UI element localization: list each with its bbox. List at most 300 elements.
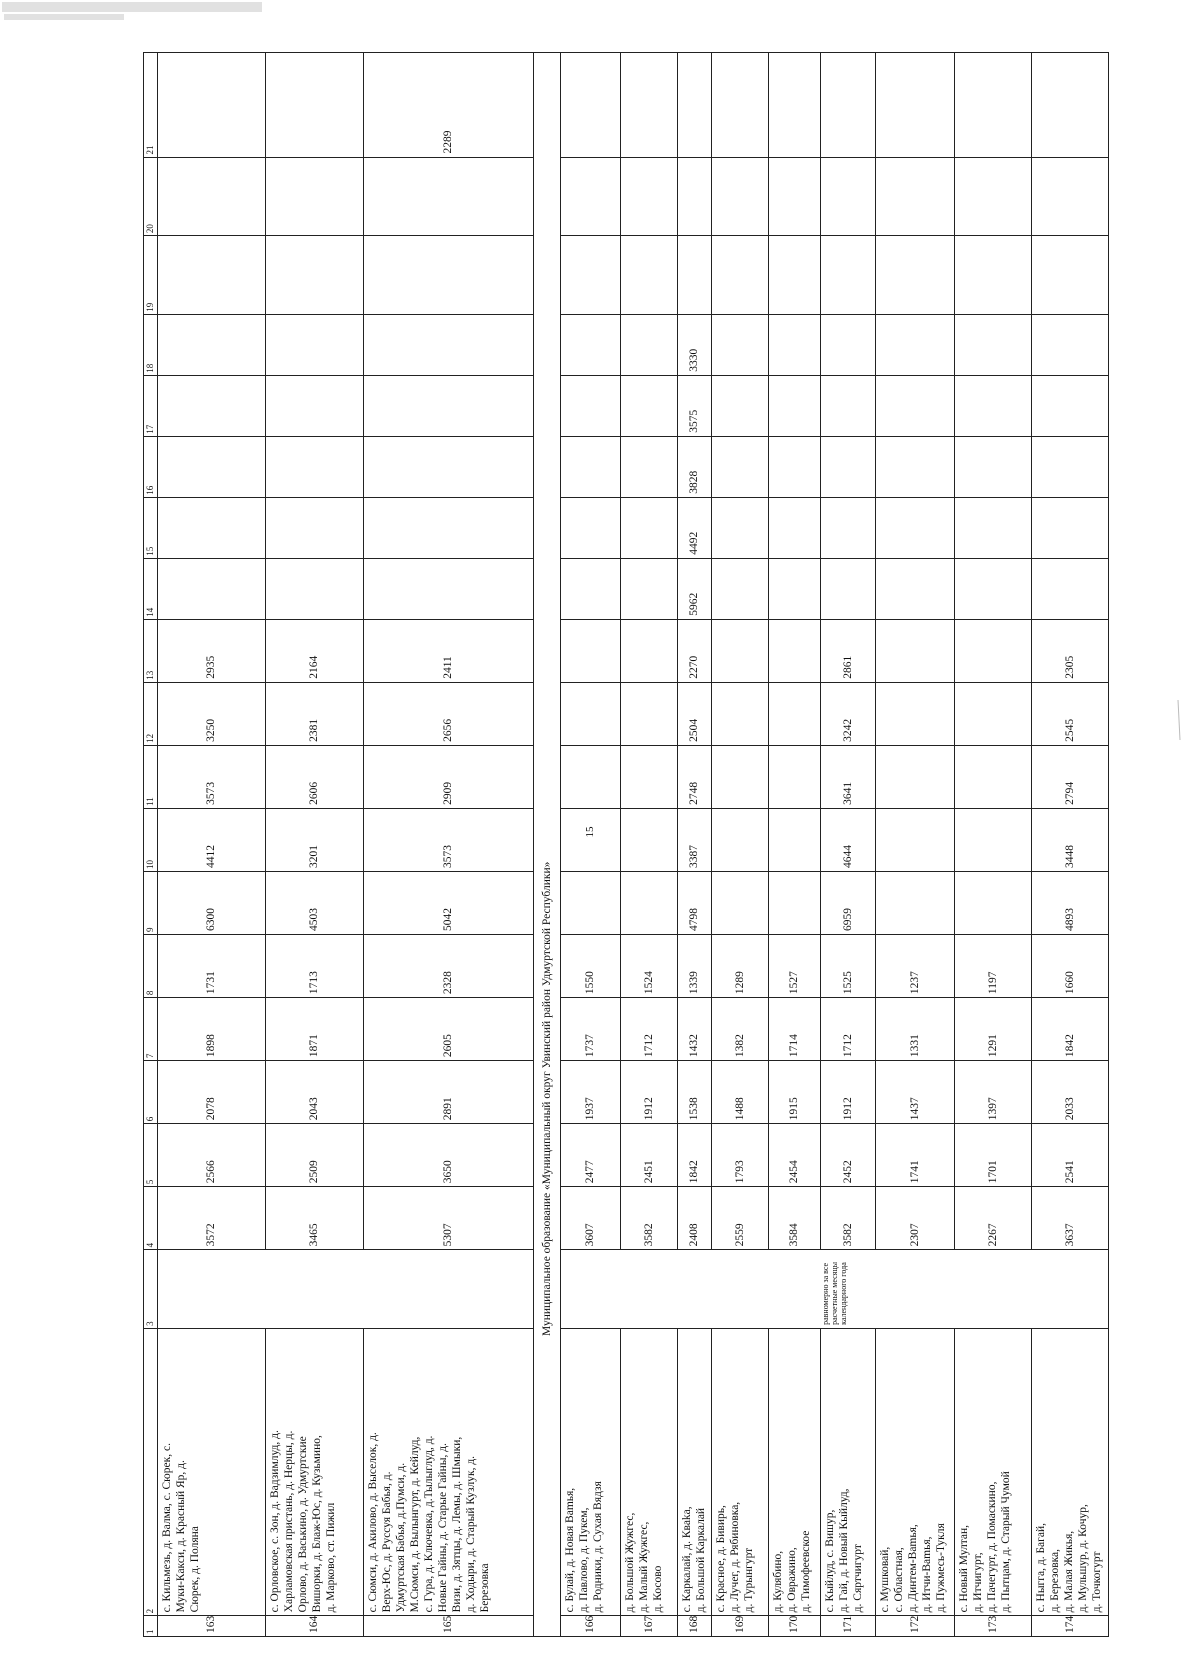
value-cell-c5: 2452: [821, 1124, 876, 1187]
value-cell-c4: 2408: [678, 1187, 712, 1250]
value-cell-c8: 1713: [266, 935, 364, 998]
value-cell-c17: [561, 375, 621, 436]
value-cell-c7: 1712: [621, 998, 678, 1061]
value-cell-c12: 3242: [821, 682, 876, 745]
settlement-line: д. Пытцам, д. Старый Чумой: [1000, 1471, 1013, 1613]
value-cell-c16: [621, 436, 678, 497]
settlement-line: с. Новый Мултан,: [958, 1525, 970, 1613]
value-cell-c13: [712, 619, 769, 682]
settlement-line: Харламовская пристань, д. Нерцы, д.: [283, 1430, 296, 1613]
value-cell-c10: 4412: [158, 808, 266, 871]
settlement-line: д. Сяртчигурт: [852, 1544, 865, 1613]
value-cell-c17: [1032, 375, 1109, 436]
settlement-line: д. Березовка,: [1049, 1548, 1062, 1613]
settlement-line: д. Родники, д. Сухая Вядзя: [592, 1481, 605, 1613]
value-cell-c14: [955, 558, 1032, 619]
col-header-2: 2: [144, 1328, 158, 1615]
value-cell-c21: [712, 53, 769, 158]
value-cell-c10: 3387: [678, 808, 712, 871]
value-cell-c9: 4893: [1032, 871, 1109, 934]
settlement-line: с. Областная,: [893, 1547, 906, 1613]
value-cell-c4: 3465: [266, 1187, 364, 1250]
row-number: 168: [678, 1616, 712, 1637]
settlements-cell: [364, 1328, 534, 1615]
col-header-4: 4: [144, 1187, 158, 1250]
value-cell-c9: 4503: [266, 871, 364, 934]
value-cell-c20: [955, 157, 1032, 236]
value-cell-c19: [955, 236, 1032, 315]
row-number: 173: [955, 1616, 1032, 1637]
value-cell-c6: 2043: [266, 1061, 364, 1124]
value-cell-c15: [955, 497, 1032, 558]
settlement-line: с. Кильмезь, д. Валма, с. Сюрек, с.: [161, 1443, 173, 1613]
settlement-line: с. Мушковай,: [879, 1546, 891, 1613]
settlement-line: Вишорки, д. Блаж-Юс, д. Кузьмино,: [311, 1435, 324, 1613]
value-cell-c17: [266, 375, 364, 436]
col-header-20: 20: [144, 157, 158, 236]
value-cell-c6: 1538: [678, 1061, 712, 1124]
value-cell-c18: [158, 314, 266, 375]
settlements-cell: [769, 1328, 821, 1615]
value-cell-c8: 1524: [621, 935, 678, 998]
value-cell-c7: 1871: [266, 998, 364, 1061]
value-cell-c4: 5307: [364, 1187, 534, 1250]
settlement-line: д. Турынгурт: [743, 1547, 756, 1613]
value-cell-c16: [1032, 436, 1109, 497]
settlement-line: Новые Гайны, д. Старые Гайны, д.: [437, 1443, 450, 1613]
value-cell-c18: [1032, 314, 1109, 375]
settlement-line: д. Гай, д. Новый Кыйлуд,: [838, 1488, 851, 1613]
settlements-cell: [561, 1328, 621, 1615]
value-cell-c16: [955, 436, 1032, 497]
table-row: [621, 53, 678, 1637]
value-cell-c5: 2566: [158, 1124, 266, 1187]
value-cell-c21: [1032, 53, 1109, 158]
value-cell-c4: 3582: [621, 1187, 678, 1250]
value-cell-c11: [712, 745, 769, 808]
settlement-line: Орлово, д. Васькино, д. Удмуртские: [297, 1436, 310, 1613]
settlement-line: с. Ныгга, д. Багай,: [1035, 1522, 1047, 1613]
value-cell-c8: 1731: [158, 935, 266, 998]
value-cell-c21: [678, 53, 712, 158]
value-cell-c5: 3650: [364, 1124, 534, 1187]
tariff-table: [143, 52, 1109, 1637]
settlements-cell: [876, 1328, 955, 1615]
value-cell-c10: [955, 808, 1032, 871]
value-cell-c21: [158, 53, 266, 158]
value-cell-c14: [821, 558, 876, 619]
value-cell-c8: 1289: [712, 935, 769, 998]
value-cell-c20: [769, 157, 821, 236]
value-cell-c16: [712, 436, 769, 497]
value-cell-c18: [769, 314, 821, 375]
value-cell-c11: 3641: [821, 745, 876, 808]
value-cell-c15: [266, 497, 364, 558]
settlement-line: д. Кулябино,: [772, 1550, 784, 1613]
settlement-line: д. Пачегурт, д. Помаскино,: [986, 1481, 999, 1613]
value-cell-c20: [821, 157, 876, 236]
settlement-line: д. Лучег, д. Рябиновка,: [729, 1501, 742, 1613]
value-cell-c13: [955, 619, 1032, 682]
value-cell-c5: 2451: [621, 1124, 678, 1187]
col-header-17: 17: [144, 375, 158, 436]
value-cell-c17: [821, 375, 876, 436]
settlement-line: д. Марково, ст. Пижил: [325, 1502, 338, 1613]
row-number: 165: [364, 1616, 534, 1637]
value-cell-c13: [769, 619, 821, 682]
value-cell-c10: [712, 808, 769, 871]
value-cell-c6: 1488: [712, 1061, 769, 1124]
value-cell-c6: 2033: [1032, 1061, 1109, 1124]
value-cell-c7: 2605: [364, 998, 534, 1061]
value-cell-c18: [876, 314, 955, 375]
value-cell-c5: 2509: [266, 1124, 364, 1187]
settlement-line: д. Косово: [652, 1565, 665, 1613]
value-cell-c16: [158, 436, 266, 497]
row-number: 171: [821, 1616, 876, 1637]
settlements-cell: [821, 1328, 876, 1615]
value-cell-c12: 2381: [266, 682, 364, 745]
col-header-5: 5: [144, 1124, 158, 1187]
value-cell-c15: [821, 497, 876, 558]
value-cell-c5: 2477: [561, 1124, 621, 1187]
value-cell-c10: [561, 808, 621, 871]
value-cell-c9: [561, 871, 621, 934]
settlement-line: Верх-Юс, д. Руссуя Бабья, д.: [381, 1471, 394, 1613]
value-cell-c12: [712, 682, 769, 745]
value-cell-c11: [621, 745, 678, 808]
value-cell-c6: 1937: [561, 1061, 621, 1124]
value-cell-c14: [876, 558, 955, 619]
col-header-11: 11: [144, 745, 158, 808]
col-header-1: 1: [144, 1616, 158, 1637]
settlements-cell: [621, 1328, 678, 1615]
value-cell-c21: [955, 53, 1032, 158]
value-cell-c12: [621, 682, 678, 745]
value-cell-c9: [876, 871, 955, 934]
settlement-line: д. Малая Жикья,: [1063, 1530, 1076, 1613]
value-cell-c17: [621, 375, 678, 436]
value-cell-c7: 1737: [561, 998, 621, 1061]
value-cell-c16: [876, 436, 955, 497]
value-cell-c16: [266, 436, 364, 497]
value-cell-c8: 1527: [769, 935, 821, 998]
value-cell-c18: [266, 314, 364, 375]
value-cell-c6: 1912: [621, 1061, 678, 1124]
value-cell-c7: 1291: [955, 998, 1032, 1061]
value-cell-c15: [712, 497, 769, 558]
value-cell-c9: [769, 871, 821, 934]
section-title: Муниципальное образование «Муниципальный округ Увинский район Удмуртской Республики»: [534, 53, 561, 1637]
value-cell-c4: 3607: [561, 1187, 621, 1250]
value-cell-c14: [769, 558, 821, 619]
row-number: 174: [1032, 1616, 1109, 1637]
value-cell-c14: [364, 558, 534, 619]
settlement-line: с. Каркалай, д. Кваka,: [681, 1506, 693, 1613]
table-row: [561, 53, 621, 1637]
col-header-6: 6: [144, 1061, 158, 1124]
value-cell-c9: 6300: [158, 871, 266, 934]
settlement-line: д. Пужмесь-Тукля: [935, 1523, 948, 1613]
col-header-13: 13: [144, 619, 158, 682]
value-cell-c4: 2559: [712, 1187, 769, 1250]
value-cell-c18: [712, 314, 769, 375]
value-cell-c19: [769, 236, 821, 315]
value-cell-c15: [769, 497, 821, 558]
col3-note-cell: равномерно за все расчетные месяцы календарного года: [561, 1250, 1109, 1329]
settlement-line: д. Павлово, д. Пукем,: [578, 1507, 591, 1613]
table-row: [266, 53, 364, 1637]
value-cell-c7: 1714: [769, 998, 821, 1061]
value-cell-c6: 1912: [821, 1061, 876, 1124]
value-cell-c9: 4798: [678, 871, 712, 934]
value-cell-c4: 3637: [1032, 1187, 1109, 1250]
row-number: 170: [769, 1616, 821, 1637]
value-cell-c18: [561, 314, 621, 375]
value-cell-c20: [621, 157, 678, 236]
value-cell-c11: [561, 745, 621, 808]
value-cell-c5: 1741: [876, 1124, 955, 1187]
value-cell-c19: [561, 236, 621, 315]
value-cell-c8: 2328: [364, 935, 534, 998]
settlement-line: с. Сюмси, д. Акилово, д. Выселок, д.: [367, 1432, 379, 1613]
col-header-3: 3: [144, 1250, 158, 1329]
value-cell-c7: 1898: [158, 998, 266, 1061]
col-header-16: 16: [144, 436, 158, 497]
settlements-cell: [1032, 1328, 1109, 1615]
value-cell-c19: [876, 236, 955, 315]
row-number: 163: [158, 1616, 266, 1637]
col-header-14: 14: [144, 558, 158, 619]
value-cell-c7: 1842: [1032, 998, 1109, 1061]
value-cell-c12: [955, 682, 1032, 745]
value-cell-c4: 3572: [158, 1187, 266, 1250]
value-cell-c6: 1437: [876, 1061, 955, 1124]
value-cell-c10: [876, 808, 955, 871]
settlement-line: Сюрек, д. Поляна: [189, 1526, 202, 1613]
value-cell-c9: 5042: [364, 871, 534, 934]
value-cell-c19: [621, 236, 678, 315]
value-cell-c5: 1793: [712, 1124, 769, 1187]
settlement-line: д. Итчи-Ваmья,: [921, 1536, 934, 1613]
col-header-12: 12: [144, 682, 158, 745]
value-cell-c12: 2504: [678, 682, 712, 745]
value-cell-c17: [712, 375, 769, 436]
value-cell-c19: [712, 236, 769, 315]
settlement-line: с. Кыйлуд, с. Вишур,: [824, 1509, 836, 1613]
value-cell-c13: 2411: [364, 619, 534, 682]
table-row: [955, 53, 1032, 1637]
value-cell-c12: [561, 682, 621, 745]
header-row: [144, 53, 158, 1637]
value-cell-c8: 1550: [561, 935, 621, 998]
settlements-cell: [266, 1328, 364, 1615]
value-cell-c21: [621, 53, 678, 158]
settlement-line: д. Точкогурт: [1091, 1551, 1104, 1613]
table-body: [158, 53, 1109, 1637]
value-cell-c18: [364, 314, 534, 375]
settlement-line: Визи, д. Зятцы, д. Лемы, д. Шмыки,: [451, 1436, 464, 1613]
value-cell-c14: [561, 558, 621, 619]
value-cell-c20: [158, 157, 266, 236]
value-cell-c10: 4644: [821, 808, 876, 871]
value-cell-c13: [621, 619, 678, 682]
row-number: 166: [561, 1616, 621, 1637]
value-cell-c12: [769, 682, 821, 745]
value-cell-c11: 2909: [364, 745, 534, 808]
value-cell-c10: 3573: [364, 808, 534, 871]
value-cell-c12: 2545: [1032, 682, 1109, 745]
settlement-line: д. Большой Жужгес,: [624, 1512, 636, 1613]
value-cell-c4: 3584: [769, 1187, 821, 1250]
value-cell-c11: 2748: [678, 745, 712, 808]
settlements-cell: [158, 1328, 266, 1615]
value-cell-c14: [158, 558, 266, 619]
settlement-line: Удмуртская Бабья, д.Пумси, д.: [395, 1462, 408, 1613]
value-cell-c10: [621, 808, 678, 871]
settlement-line: д. Малый Жужгес,: [638, 1521, 651, 1613]
value-cell-c16: [364, 436, 534, 497]
col-header-15: 15: [144, 497, 158, 558]
value-cell-c18: [821, 314, 876, 375]
value-cell-c5: 1842: [678, 1124, 712, 1187]
value-cell-c19: [1032, 236, 1109, 315]
value-cell-c8: 1339: [678, 935, 712, 998]
value-cell-c13: 2164: [266, 619, 364, 682]
value-cell-c12: [876, 682, 955, 745]
section-row: [534, 53, 561, 1637]
settlement-line: д. Динтем-Ваmья,: [907, 1524, 920, 1613]
value-cell-c20: [364, 157, 534, 236]
settlement-line: д. Ходыри, д. Старый Кузлук, д.: [465, 1455, 478, 1613]
value-cell-c12: 3250: [158, 682, 266, 745]
value-cell-c15: 4492: [678, 497, 712, 558]
value-cell-c14: [712, 558, 769, 619]
value-cell-c9: [621, 871, 678, 934]
value-cell-c17: [876, 375, 955, 436]
settlement-line: с. Булай, д. Новая Ваmья,: [564, 1487, 576, 1613]
value-cell-c21: [561, 53, 621, 158]
col-header-21: 21: [144, 53, 158, 158]
table-row: [364, 53, 534, 1637]
value-cell-c5: 1701: [955, 1124, 1032, 1187]
value-cell-c14: [266, 558, 364, 619]
value-cell-c9: [712, 871, 769, 934]
value-cell-c15: [158, 497, 266, 558]
table-row: [769, 53, 821, 1637]
value-cell-c7: 1432: [678, 998, 712, 1061]
value-cell-c16: [769, 436, 821, 497]
table-row: [678, 53, 712, 1637]
table-row: [1032, 53, 1109, 1637]
settlement-line: М.Сюмси, д. Вылынгурт, д. Кейлуд,: [409, 1436, 422, 1613]
value-cell-c19: [266, 236, 364, 315]
col3-cell-empty: [158, 1250, 534, 1329]
value-cell-c19: [821, 236, 876, 315]
value-cell-c17: [158, 375, 266, 436]
value-cell-c15: [876, 497, 955, 558]
value-cell-c13: 2861: [821, 619, 876, 682]
value-cell-c18: [955, 314, 1032, 375]
col-header-10: 10: [144, 808, 158, 871]
page-number: 15: [584, 826, 596, 838]
settlement-line: д. Тимофеевское: [800, 1530, 813, 1613]
row-number: 169: [712, 1616, 769, 1637]
table-row: [712, 53, 769, 1637]
settlement-line: д. Мульшур, д. Кочур,: [1077, 1504, 1090, 1613]
value-cell-c15: [1032, 497, 1109, 558]
value-cell-c14: [621, 558, 678, 619]
value-cell-c11: [769, 745, 821, 808]
value-cell-c11: [955, 745, 1032, 808]
table-row: [876, 53, 955, 1637]
value-cell-c6: 1397: [955, 1061, 1032, 1124]
value-cell-c6: 1915: [769, 1061, 821, 1124]
value-cell-c12: 2656: [364, 682, 534, 745]
value-cell-c17: 3575: [678, 375, 712, 436]
value-cell-c5: 2541: [1032, 1124, 1109, 1187]
settlement-line: д. Овражино,: [786, 1547, 799, 1613]
value-cell-c10: 3448: [1032, 808, 1109, 871]
value-cell-c19: [678, 236, 712, 315]
col-header-7: 7: [144, 998, 158, 1061]
value-cell-c21: 2289: [364, 53, 534, 158]
settlement-line: с. Орловское, с. Зон, д. Вадзимлуд, д.: [269, 1430, 281, 1613]
value-cell-c9: [955, 871, 1032, 934]
col-header-8: 8: [144, 935, 158, 998]
settlement-line: Муки-Какси, д. Красный Яр, д.: [175, 1460, 188, 1613]
settlement-line: д. Большой Каркалай: [695, 1507, 708, 1613]
value-cell-c17: [769, 375, 821, 436]
value-cell-c5: 2454: [769, 1124, 821, 1187]
settlement-line: с. Гура, д. Ключевка, д.Тылыглуд, д.: [423, 1435, 436, 1613]
value-cell-c20: [876, 157, 955, 236]
value-cell-c9: 6959: [821, 871, 876, 934]
col-header-9: 9: [144, 871, 158, 934]
value-cell-c11: 2606: [266, 745, 364, 808]
value-cell-c20: [1032, 157, 1109, 236]
row-number: 167: [621, 1616, 678, 1637]
table-row: [158, 53, 266, 1637]
value-cell-c15: [364, 497, 534, 558]
col-header-18: 18: [144, 314, 158, 375]
value-cell-c10: [769, 808, 821, 871]
value-cell-c21: [821, 53, 876, 158]
row-number: 172: [876, 1616, 955, 1637]
value-cell-c20: [561, 157, 621, 236]
tariff-table-rotated: [143, 52, 1104, 1637]
value-cell-c16: [821, 436, 876, 497]
value-cell-c21: [769, 53, 821, 158]
settlement-line: с. Красное, д. Бивирь,: [715, 1505, 727, 1613]
value-cell-c21: [266, 53, 364, 158]
row-number: 164: [266, 1616, 364, 1637]
value-cell-c7: 1331: [876, 998, 955, 1061]
value-cell-c20: [712, 157, 769, 236]
value-cell-c7: 1382: [712, 998, 769, 1061]
table-row: [821, 53, 876, 1637]
value-cell-c8: 1525: [821, 935, 876, 998]
value-cell-c13: 2270: [678, 619, 712, 682]
value-cell-c17: [955, 375, 1032, 436]
tariff-table-wrap: [143, 52, 1104, 1637]
settlement-line: д. Итчигурт,: [972, 1552, 985, 1613]
value-cell-c14: 5962: [678, 558, 712, 619]
value-cell-c20: [266, 157, 364, 236]
value-cell-c15: [621, 497, 678, 558]
value-cell-c8: 1660: [1032, 935, 1109, 998]
value-cell-c13: [876, 619, 955, 682]
